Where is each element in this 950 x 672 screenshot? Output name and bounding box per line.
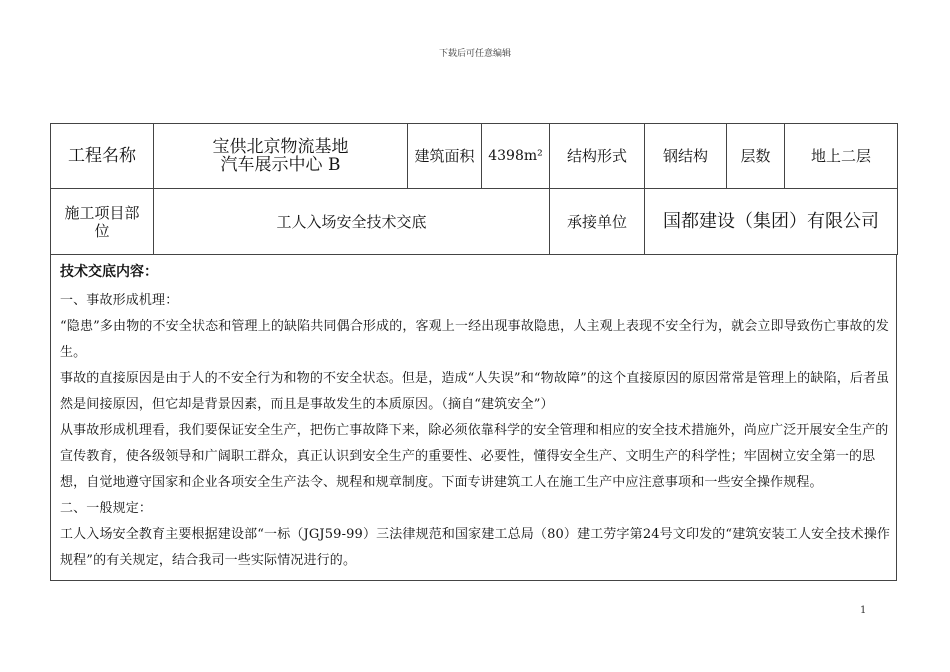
info-row-2 [51, 189, 898, 255]
paragraph: 工人入场安全教育主要根据建设部“一标（JGJ59-99）三法律规范和国家建工总局（80）建工劳字第24号文印发的“建筑安装工人安全技术操作规程”的有关规定，结合我司一些实际情况进行的。 [60, 527, 891, 568]
info-row-1 [51, 124, 898, 189]
project-name-label: 工程名称 [51, 124, 154, 189]
contractor-label: 承接单位 [550, 189, 645, 255]
dept-label: 施工项目部位 [51, 189, 154, 255]
floors-value: 地上二层 [785, 124, 898, 189]
project-name-line1: 宝供北京物流基地 [212, 137, 349, 157]
paragraph: “隐患”多由物的不安全状态和管理上的缺陷共同偶合形成的，客观上一经出现事故隐患，人主观上表现不安全行为，就会立即导致伤亡事故的发生。 [60, 319, 889, 360]
structure-value: 钢结构 [645, 124, 727, 189]
paragraph: 从事故形成机理看，我们要保证安全生产，把伤亡事故降下来，除必须依靠科学的安全管理和相应的安全技术措施外，尚应广泛开展安全生产的宣传教育，使各级领导和广阔职工群众，真正认识到安全生产的重要性、必要性，懂得安全生产、文明生产的科学性；牢固树立安全第一的思想，自觉地遵守国家和企业各项安全生产法令、规程和规章制度。下面专讲建筑工人在施工生产中应注意事项和一些安全操作规程。 [60, 423, 889, 490]
project-name-cell [154, 124, 408, 189]
content-heading: 技术交底内容： [60, 264, 158, 280]
page-number: 1 [860, 605, 867, 616]
dept-value: 工人入场安全技术交底 [154, 189, 550, 255]
content-box [50, 254, 897, 581]
structure-label: 结构形式 [550, 124, 645, 189]
contractor-value: 国都建设（集团）有限公司 [645, 189, 898, 255]
paragraph: 二、一般规定： [60, 501, 153, 516]
paragraph: 事故的直接原因是由于人的不安全行为和物的不安全状态。但是，造成“人失误”和“物故障”的这个直接原因的原因常常是管理上的缺陷，后者虽然是间接原因，但它却是背景因素，而且是事故发生的本质原因。（摘自“建筑安全”） [60, 371, 890, 412]
project-name-line2: 汽车展示中心 B [220, 155, 341, 175]
floors-label: 层数 [727, 124, 785, 189]
area-label: 建筑面积 [408, 124, 482, 189]
project-info-table [50, 123, 898, 255]
area-value: 4398m² [482, 124, 550, 189]
paragraph: 一、事故形成机理： [60, 293, 179, 308]
header-note: 下载后可任意编辑 [438, 49, 511, 59]
